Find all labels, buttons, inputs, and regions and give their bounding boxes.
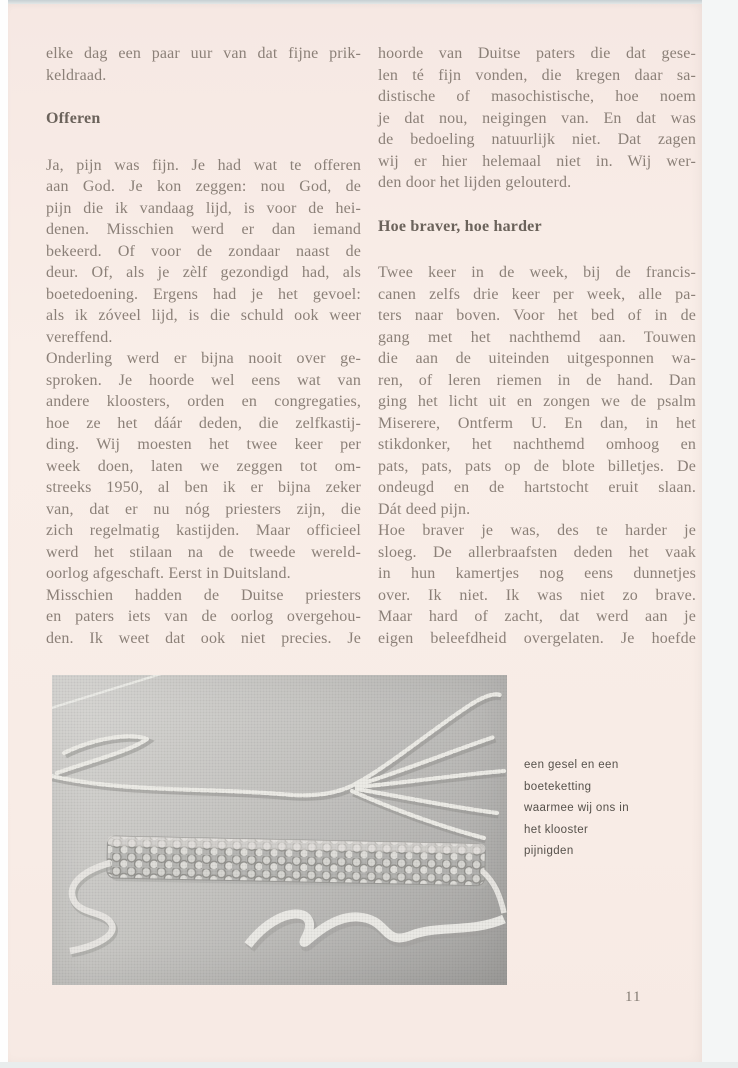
text-line: Hoe braver je was, des te harder je (378, 522, 696, 539)
text-line: gang met het nachthemd aan. Touwen (378, 328, 696, 346)
text-line: ging het licht uit en zongen we de psalm (378, 393, 696, 410)
book-page (8, 3, 702, 1062)
text-line: den door het lijden gelouterd. (378, 174, 572, 191)
text-column-left (46, 43, 361, 649)
text-line: hoorde van Duitse paters die dat gese- (378, 45, 696, 62)
paragraph (378, 43, 696, 194)
text-line: Twee keer in de week, bij de francis- (378, 264, 696, 281)
text-line: sloeg. De allerbraafsten deden het vaak (378, 543, 696, 561)
text-line: eigen beleefdheid overgelaten. Je hoefde (378, 629, 696, 647)
text-line: hoe ze het dáár deden, die zelfkastij- (46, 414, 361, 432)
text-line: ondeugd en de hartstocht eruit slaan. (378, 479, 696, 496)
text-column-right (378, 43, 696, 649)
photo-illustration (52, 675, 507, 985)
section-heading: Hoe braver, hoe harder (378, 217, 542, 235)
caption-line: boeteketting (524, 780, 592, 793)
text-line: streeks 1950, al ben ik er bijna zeker (46, 479, 361, 496)
text-line: oorlog afgeschaft. Eerst in Duitsland. (46, 565, 291, 582)
text-line: Maar hard of zacht, dat werd aan je (378, 608, 696, 625)
text-line: Miserere, Ontferm U. En dan, in het (378, 414, 696, 432)
text-line: en paters iets van de oorlog overgehou- (46, 608, 361, 625)
text-line: wij er hier helemaal niet in. Wij wer- (378, 152, 696, 170)
text-line: ters naar boven. Voor het bed of in de (378, 307, 696, 324)
text-line: vereffend. (46, 328, 113, 346)
text-line: week doen, laten we zeggen tot om- (46, 457, 361, 475)
text-line: pijn die ik vandaag lijd, is voor de hei- (46, 199, 361, 217)
paragraph (46, 43, 361, 86)
text-line: distische of masochistische, hoe noem (378, 88, 696, 105)
text-line: andere kloosters, orden en congregaties, (46, 393, 361, 410)
text-line: die aan de uiteinden uitgesponnen wa- (378, 350, 696, 367)
caption-line: het klooster (524, 823, 589, 836)
text-line: Misschien hadden de Duitse priesters (46, 586, 361, 604)
text-line: deur. Of, als je zèlf gezondigd had, als (46, 264, 361, 281)
scan-edge-right (702, 0, 738, 1068)
text-line: van, dat er nu nóg priesters zijn, die (46, 500, 361, 518)
text-line: in hun kamertjes nog eens dunnetjes (378, 565, 696, 582)
text-line: bekeerd. Of voor de zondaar naast de (46, 242, 361, 260)
text-line: denen. Misschien werd er dan iemand (46, 221, 361, 238)
text-line: zich regelmatig kastijden. Maar officieel (46, 522, 361, 539)
text-line: over. Ik niet. Ik was niet zo brave. (378, 586, 696, 604)
text-line: keldraad. (46, 66, 107, 84)
caption-line: waarmee wij ons in (524, 802, 629, 814)
text-line: elke dag een paar uur van dat fijne prik- (46, 45, 361, 62)
text-line: ren, of leren riemen in de hand. Dan (378, 371, 696, 389)
text-line: als ik zóveel lijd, is die schuld ook weer (46, 307, 361, 324)
text-line: den. Ik weet dat ook niet precies. Je (46, 629, 361, 647)
caption-line: pijnigden (524, 845, 574, 857)
text-line: stikdonker, het nachthemd omhoog en (378, 436, 696, 453)
text-line: ding. Wij moesten het twee keer per (46, 436, 361, 453)
text-line: je dat nou, neigingen van. En dat was (378, 109, 696, 127)
paragraph (46, 155, 361, 650)
paragraph (378, 262, 696, 649)
text-line: de bedoeling natuurlijk niet. Dat zagen (378, 131, 696, 148)
caption-line: een gesel en een (524, 759, 619, 771)
photo-caption (524, 755, 704, 863)
penance-chain-illustration (107, 836, 489, 889)
text-line: sproken. Je hoorde wel eens wat van (46, 371, 361, 389)
text-line: canen zelfs drie keer per week, alle pa- (378, 285, 696, 303)
photo-gesel-boeteketting (52, 675, 507, 985)
text-line: Dát deed pijn. (378, 500, 471, 518)
text-line: Onderling werd er bijna nooit over ge- (46, 350, 361, 367)
text-line: boetedoening. Ergens had je het gevoel: (46, 285, 361, 303)
text-line: Ja, pijn was fijn. Je had wat te offeren (46, 156, 361, 174)
text-line: len té fijn vonden, die kregen daar sa- (378, 66, 696, 84)
text-line: pats, pats, pats op de blote billetjes. De (378, 457, 696, 475)
text-line: werd het stilaan na de tweede wereld- (46, 543, 361, 561)
scan-edge-left (0, 0, 8, 1068)
scan-edge-top (0, 0, 738, 4)
section-heading: Offeren (46, 110, 101, 127)
text-line: aan God. Je kon zeggen: nou God, de (46, 178, 361, 195)
page-number: 11 (625, 989, 642, 1005)
scan-edge-bottom (0, 1062, 738, 1068)
